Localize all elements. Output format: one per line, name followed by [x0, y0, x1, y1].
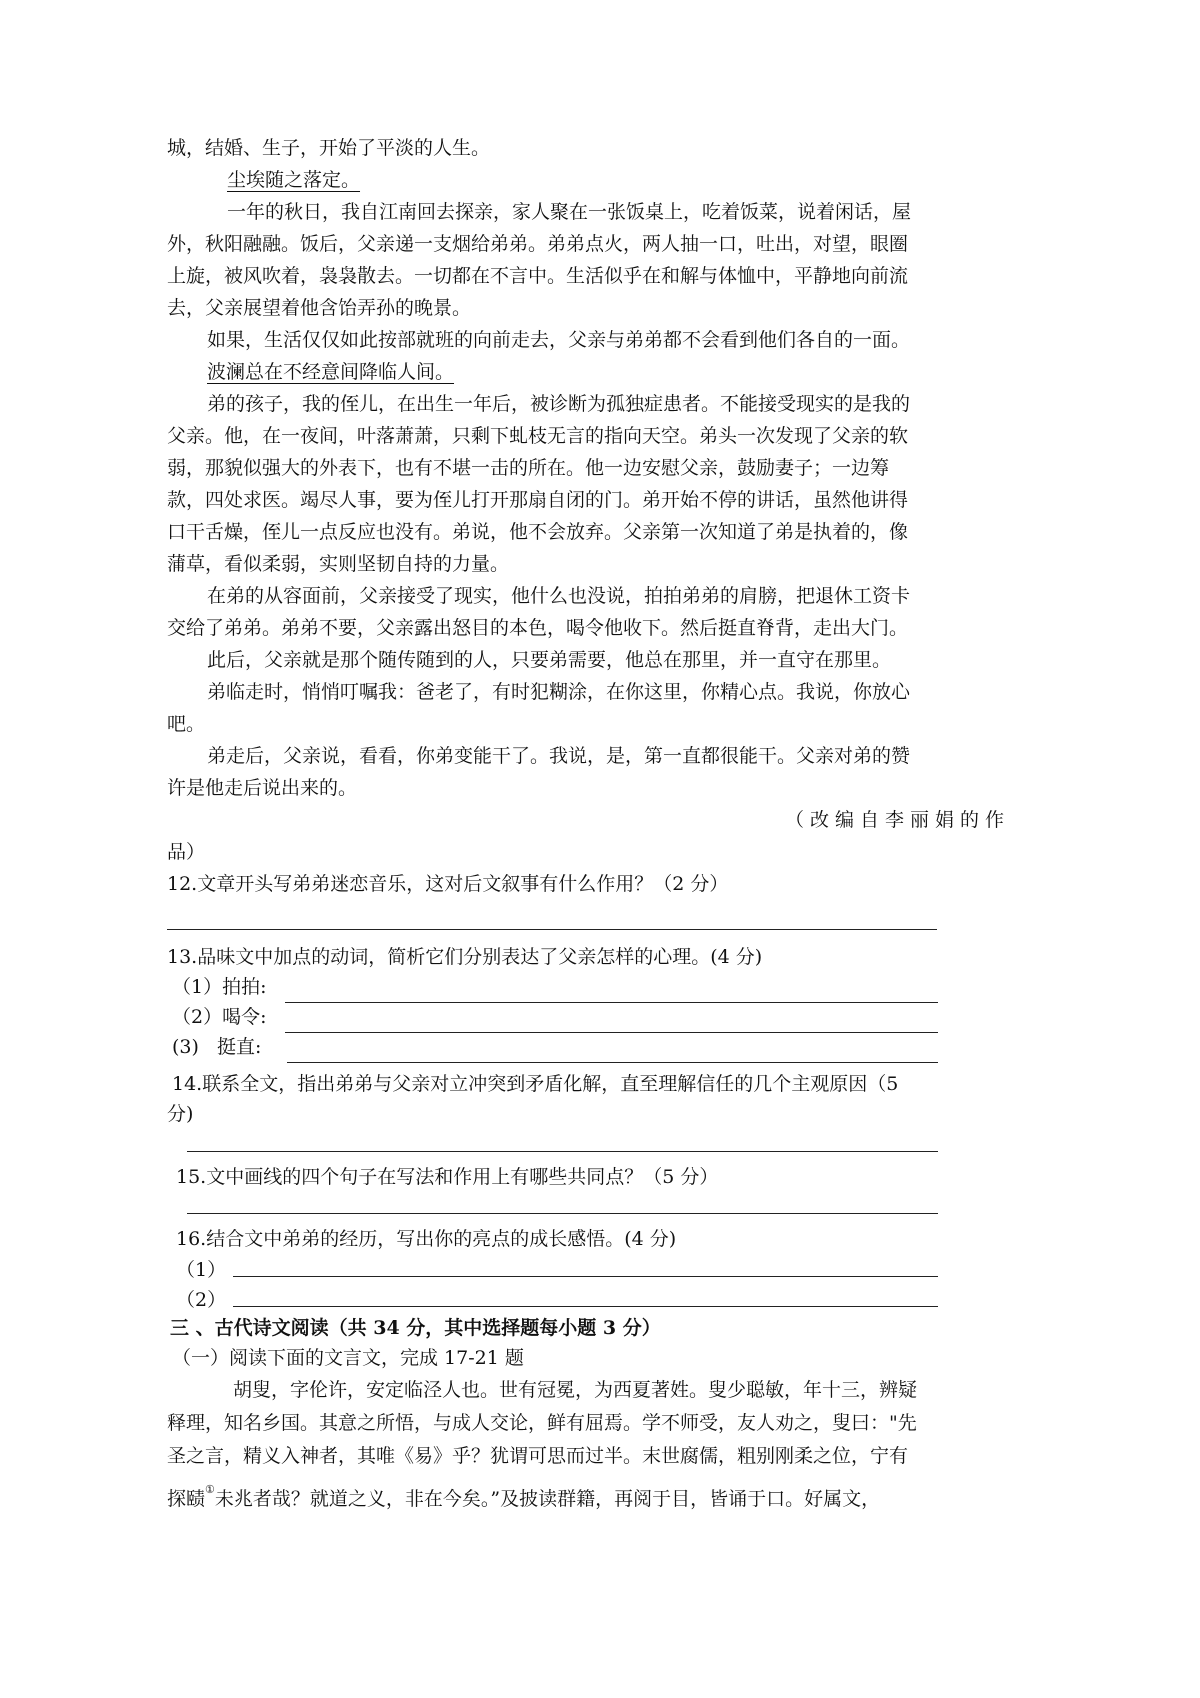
text-line: 款，四处求医。竭尽人事，要为侄儿打开那扇自闭的门。弟开始不停的讲话，虽然他讲得	[167, 489, 909, 511]
classical-text-line: 圣之言，精义入神者，其唯《易》乎？犹谓可思而过半。末世腐儒，粗别刚柔之位，宁有	[167, 1445, 909, 1467]
section-heading: 三 、古代诗文阅读（共 34 分，其中选择题每小题 3 分）	[170, 1317, 661, 1339]
question-12: 12.文章开头写弟弟迷恋音乐，这对后文叙事有什么作用？（2 分）	[167, 873, 729, 895]
source-attribution: （改编自李丽娟的作	[785, 809, 1011, 831]
question-15: 15.文中画线的四个句子在写法和作用上有哪些共同点？（5 分）	[176, 1166, 719, 1188]
answer-blank-13-3[interactable]	[287, 1062, 938, 1063]
underlined-sentence: 波澜总在不经意间降临人间。	[207, 361, 455, 383]
question-14: 14.联系全文，指出弟弟与父亲对立冲突到矛盾化解，直至理解信任的几个主观原因（5	[172, 1073, 899, 1095]
text-line: 弱，那貌似强大的外表下，也有不堪一击的所在。他一边安慰父亲，鼓励妻子；一边筹	[167, 457, 890, 479]
classical-text-line: 胡叟，字伦许，安定临泾人也。世有冠冕，为西夏著姓。叟少聪敏，年十三，辨疑	[233, 1379, 918, 1401]
subsection-heading: （一）阅读下面的文言文，完成 17-21 题	[172, 1347, 524, 1369]
answer-blank-16-1[interactable]	[233, 1276, 938, 1277]
text-line: 父亲。他，在一夜间，叶落萧萧，只剩下虬枝无言的指向天空。弟头一次发现了父亲的软	[167, 425, 909, 447]
underlined-sentence: 尘埃随之落定。	[227, 169, 361, 191]
text-line: 去，父亲展望着他含饴弄孙的晚景。	[167, 297, 472, 319]
answer-blank-14[interactable]	[187, 1151, 938, 1152]
answer-blank-16-2[interactable]	[233, 1306, 938, 1307]
question-16-item-2: （2）	[176, 1289, 227, 1311]
text-line: 口干舌燥，侄儿一点反应也没有。弟说，他不会放弃。父亲第一次知道了弟是执着的，像	[167, 521, 909, 543]
footnote-marker: ①	[205, 1483, 215, 1496]
text-line: 外，秋阳融融。饭后，父亲递一支烟给弟弟。弟弟点火，两人抽一口，吐出，对望，眼圈	[167, 233, 909, 255]
question-13-item-1: （1）拍拍:	[172, 976, 267, 998]
text-line: 弟的孩子，我的侄儿，在出生一年后，被诊断为孤独症患者。不能接受现实的是我的	[207, 393, 911, 415]
text-line: 弟走后，父亲说，看看，你弟变能干了。我说，是，第一直都很能干。父亲对弟的赞	[207, 745, 911, 767]
text-line: 弟临走时，悄悄叮嘱我：爸老了，有时犯糊涂，在你这里，你精心点。我说，你放心	[207, 681, 911, 703]
answer-blank-15[interactable]	[187, 1213, 938, 1214]
classical-text-line: 释理，知名乡国。其意之所悟，与成人交论，鲜有屈焉。学不师受，友人劝之，叟曰："先	[167, 1412, 917, 1434]
question-13-item-3: (3) 挺直:	[172, 1036, 262, 1058]
answer-blank-12[interactable]	[167, 929, 937, 930]
source-attribution: 品）	[167, 841, 206, 863]
text-line: 吧。	[167, 713, 206, 735]
text-line: 在弟的从容面前，父亲接受了现实，他什么也没说，拍拍弟弟的肩膀，把退休工资卡	[207, 585, 911, 607]
text-line: 此后，父亲就是那个随传随到的人，只要弟需要，他总在那里，并一直守在那里。	[207, 649, 892, 671]
text-line: 蒲草，看似柔弱，实则坚韧自持的力量。	[167, 553, 510, 575]
question-16-item-1: （1）	[176, 1259, 227, 1281]
text-line: 交给了弟弟。弟弟不要，父亲露出怒目的本色，喝令他收下。然后挺直脊背，走出大门。	[167, 617, 909, 639]
question-13-item-2: （2）喝令:	[172, 1006, 267, 1028]
question-14: 分)	[167, 1103, 194, 1125]
text-line: 城，结婚、生子，开始了平淡的人生。	[167, 137, 491, 159]
text-line: 一年的秋日，我自江南回去探亲，家人聚在一张饭桌上，吃着饭菜，说着闲话，屋	[227, 201, 912, 223]
question-16: 16.结合文中弟弟的经历，写出你的亮点的成长感悟。(4 分)	[176, 1228, 677, 1250]
text-line: 如果，生活仅仅如此按部就班的向前走去，父亲与弟弟都不会看到他们各自的一面。	[207, 329, 911, 351]
classical-text-line: 探赜①未兆者哉？就道之义，非在今矣。”及披读群籍，再阅于目，皆诵于口。好属文，	[167, 1483, 881, 1510]
question-13: 13.品味文中加点的动词，简析它们分别表达了父亲怎样的心理。(4 分)	[167, 946, 763, 968]
text-line: 许是他走后说出来的。	[167, 777, 358, 799]
text-line: 上旋，被风吹着，袅袅散去。一切都在不言中。生活似乎在和解与体恤中，平静地向前流	[167, 265, 909, 287]
